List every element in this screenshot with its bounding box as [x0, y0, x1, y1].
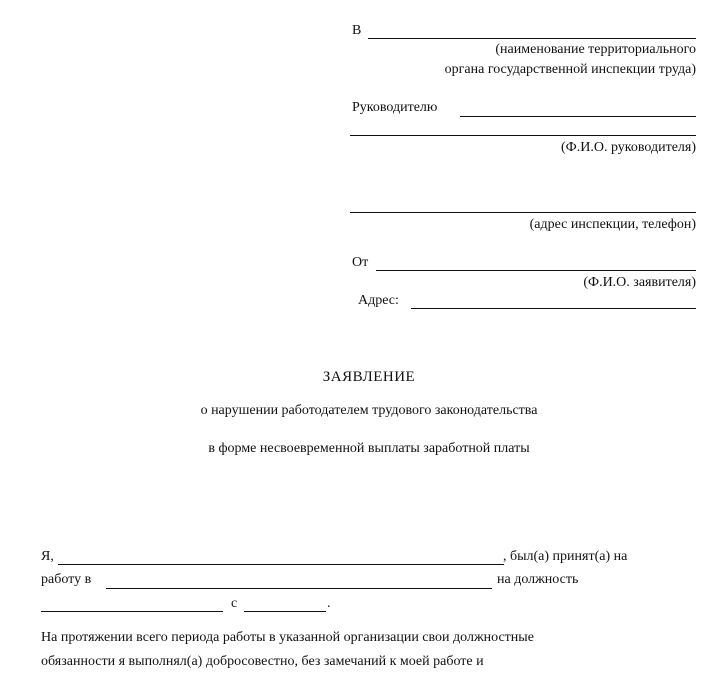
head-field-1[interactable]: [460, 116, 696, 117]
document-subtitle-1: о нарушении работодателем трудового законодательства: [200, 403, 538, 418]
head-caption: (Ф.И.О. руководителя): [561, 140, 696, 155]
applicant-address-field[interactable]: [411, 308, 696, 309]
position-label: на должность: [497, 572, 579, 587]
inspection-name-field[interactable]: [368, 38, 696, 39]
inspection-address-caption: (адрес инспекции, телефон): [529, 217, 696, 232]
period-end: .: [327, 596, 331, 611]
applicant-name-field[interactable]: [376, 270, 696, 271]
inspection-name-caption-2: органа государственной инспекции труда): [444, 62, 696, 77]
from-label: От: [352, 255, 369, 270]
employee-name-field[interactable]: [58, 564, 504, 565]
position-field[interactable]: [41, 611, 223, 612]
paragraph-line-2: обязанности я выполнял(а) добросовестно, без замечаний к моей работе и: [41, 654, 484, 669]
inspection-name-caption-1: (наименование территориального: [495, 42, 696, 57]
paragraph-line-1: На протяжении всего периода работы в указанной организации свои должностные: [41, 630, 534, 645]
document-subtitle-2: в форме несвоевременной выплаты заработной платы: [208, 441, 530, 456]
intro-suffix: , был(а) принят(а) на: [503, 549, 628, 564]
address-label: Адрес:: [358, 293, 399, 308]
head-field-2[interactable]: [350, 135, 696, 136]
head-label: Руководителю: [352, 100, 438, 115]
work-prefix: работу в: [41, 572, 92, 587]
since-label: с: [231, 596, 238, 611]
to-prefix: В: [352, 23, 362, 38]
employer-field[interactable]: [106, 588, 492, 589]
document-title: ЗАЯВЛЕНИЕ: [322, 369, 416, 385]
applicant-caption: (Ф.И.О. заявителя): [583, 275, 696, 290]
start-date-field[interactable]: [244, 611, 326, 612]
inspection-address-field[interactable]: [350, 212, 696, 213]
intro-prefix: Я,: [41, 549, 54, 564]
